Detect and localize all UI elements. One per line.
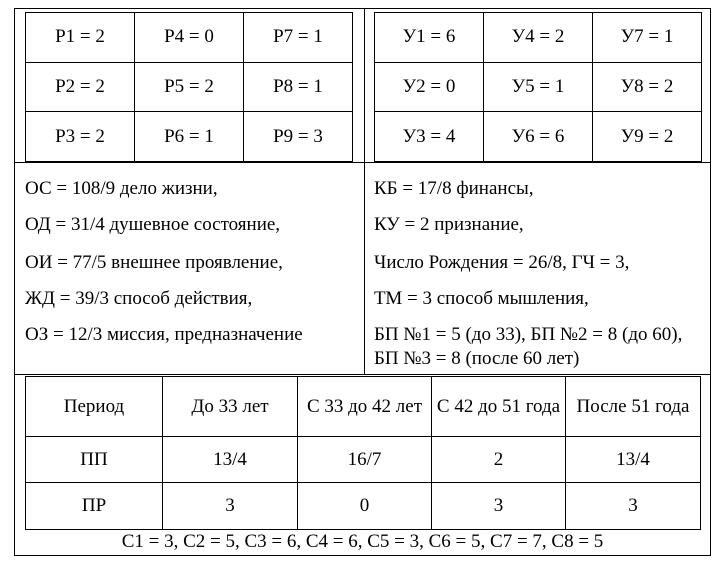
u-grid-row: [375, 62, 702, 112]
u-cell: У7 = 1: [593, 13, 702, 63]
left-line-os: ОС = 108/9 дело жизни,: [25, 178, 218, 199]
top-border: [14, 8, 711, 9]
period-cell: 3: [432, 483, 566, 530]
p-cell: Р8 = 1: [244, 62, 353, 112]
p-cell: Р3 = 2: [26, 112, 135, 162]
u-grid-row: [375, 13, 702, 63]
right-line-ku: КУ = 2 признание,: [374, 214, 524, 235]
text-section-bottom-border: [14, 374, 711, 375]
outer-left-border: [14, 8, 15, 555]
p-cell: Р7 = 1: [244, 13, 353, 63]
center-divider: [364, 8, 365, 374]
left-line-oz: ОЗ = 12/3 миссия, предназначение: [25, 324, 303, 345]
period-header-cell: После 51 года: [566, 377, 701, 437]
u-cell: У9 = 2: [593, 112, 702, 162]
p-values-grid: [25, 12, 353, 162]
footer-line: С1 = 3, С2 = 5, С3 = 6, С4 = 6, С5 = 3, С6 = 5, С7 = 7, С8 = 5: [121, 531, 604, 552]
left-line-od: ОД = 31/4 душевное состояние,: [25, 214, 281, 235]
outer-right-border: [710, 8, 711, 555]
p-cell: Р6 = 1: [135, 112, 244, 162]
left-line-oi: ОИ = 77/5 внешнее проявление,: [25, 252, 283, 273]
p-cell: Р4 = 0: [135, 13, 244, 63]
period-table: [25, 376, 701, 530]
right-line-bp: БП №1 = 5 (до 33), БП №2 = 8 (до 60), БП №3 = 8 (после 60 лет): [374, 324, 683, 369]
u-cell: У2 = 0: [375, 62, 484, 112]
u-grid-row: [375, 112, 702, 162]
bottom-border: [14, 555, 711, 556]
p-grid-row: [26, 13, 353, 63]
period-cell: 13/4: [163, 437, 298, 483]
period-cell: 13/4: [566, 437, 701, 483]
right-line-birth-number: Число Рождения = 26/8, ГЧ = 3,: [374, 252, 630, 273]
p-cell: Р9 = 3: [244, 112, 353, 162]
period-header-cell: До 33 лет: [163, 377, 298, 437]
p-cell: Р5 = 2: [135, 62, 244, 112]
period-cell: 2: [432, 437, 566, 483]
period-row-pr: [26, 483, 701, 530]
period-row-pp: [26, 437, 701, 483]
period-header-cell: Период: [26, 377, 163, 437]
period-cell: 3: [566, 483, 701, 530]
u-cell: У8 = 2: [593, 62, 702, 112]
period-cell: ПП: [26, 437, 163, 483]
p-grid-row: [26, 112, 353, 162]
p-cell: Р2 = 2: [26, 62, 135, 112]
right-line-tm: ТМ = 3 способ мышления,: [374, 288, 589, 309]
u-cell: У5 = 1: [484, 62, 593, 112]
period-cell: ПР: [26, 483, 163, 530]
u-cell: У3 = 4: [375, 112, 484, 162]
period-cell: 0: [298, 483, 432, 530]
period-cell: 16/7: [298, 437, 432, 483]
u-cell: У1 = 6: [375, 13, 484, 63]
period-header-cell: С 33 до 42 лет: [298, 377, 432, 437]
grid-bottom-border: [14, 162, 711, 163]
u-values-grid: [374, 12, 702, 162]
period-header-row: [26, 377, 701, 437]
period-cell: 3: [163, 483, 298, 530]
left-line-zhd: ЖД = 39/3 способ действия,: [25, 288, 253, 309]
right-line-kb: КБ = 17/8 финансы,: [374, 178, 534, 199]
period-header-cell: С 42 до 51 года: [432, 377, 566, 437]
u-cell: У4 = 2: [484, 13, 593, 63]
u-cell: У6 = 6: [484, 112, 593, 162]
p-grid-row: [26, 62, 353, 112]
p-cell: Р1 = 2: [26, 13, 135, 63]
